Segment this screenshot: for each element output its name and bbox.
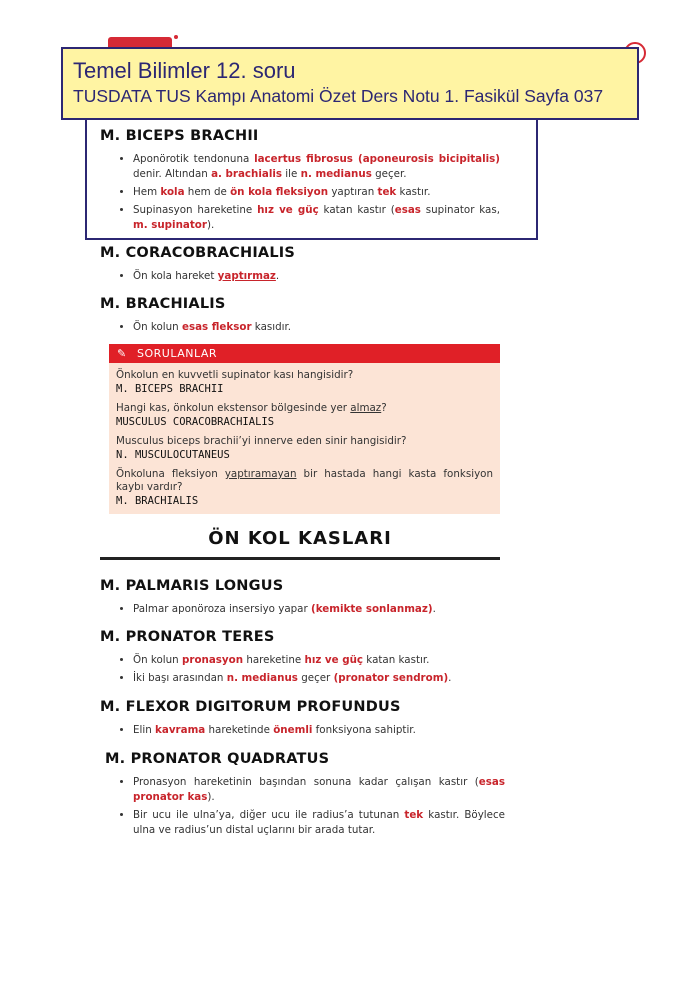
bullet-list	[100, 602, 500, 617]
sorulanlar-title: SORULANLAR	[137, 347, 218, 360]
bullet-item	[133, 671, 500, 686]
text: kastır. Böylece ulna ve radius’un distal uçlarını bir arada tutar.	[133, 809, 505, 836]
text: geçer	[297, 672, 334, 684]
section-title: M. PRONATOR QUADRATUS	[105, 751, 330, 767]
bullet-item	[133, 269, 500, 284]
highlight: esas fleksor	[182, 321, 252, 333]
section-title: M. BRACHIALIS	[100, 296, 226, 312]
bullet-list	[100, 269, 500, 284]
text: katan kastır (	[318, 204, 395, 216]
text: ).	[206, 219, 215, 231]
text: İki başı arasından	[133, 672, 227, 684]
text: hareketinde	[205, 724, 274, 736]
question-text: Önkoluna fleksiyon yaptıramayan bir hastada hangi kasta fonksiyon kaybı vardır?	[116, 468, 493, 493]
section-pronator-teres	[100, 629, 500, 689]
text: kasıdır.	[251, 321, 292, 333]
question-text: Hangi kas, önkolun ekstensor bölgesinde yer almaz?	[116, 402, 387, 414]
text: Ön kolun	[133, 321, 182, 333]
section-flexor-digitorum-profundus	[100, 699, 500, 741]
highlight: hız ve güç	[257, 204, 319, 216]
bullet-item	[133, 320, 500, 335]
text: ).	[207, 791, 215, 803]
bullet-list	[105, 775, 505, 838]
section-title: M. CORACOBRACHIALIS	[100, 245, 296, 261]
highlight: n. medianus	[226, 672, 298, 684]
bullet-item	[133, 602, 500, 617]
bullet-item	[133, 723, 500, 738]
bullet-item	[133, 653, 500, 668]
highlight: a. brachialis	[211, 168, 283, 180]
text: supinator kas,	[420, 204, 501, 216]
text: Palmar aponöroza insersiyo yapar	[133, 603, 311, 615]
text: hem de	[184, 186, 231, 198]
text: Ön kola hareket	[133, 270, 218, 282]
text: Pronasyon hareketinin başından sonuna kadar çalışan kastır (	[133, 776, 479, 788]
highlight: esas	[394, 204, 421, 216]
highlight: tek	[377, 186, 397, 198]
text: Ön kolun	[133, 654, 182, 666]
text: Elin	[133, 724, 156, 736]
highlight: ön kola fleksiyon	[230, 186, 329, 198]
text: kastır.	[396, 186, 431, 198]
bullet-list	[100, 653, 500, 686]
answer-text: N. MUSCULOCUTANEUS	[116, 449, 230, 461]
text: .	[432, 603, 436, 615]
sorulanlar-box	[109, 344, 500, 514]
text: yaptıran	[328, 186, 378, 198]
highlight: n. medianus	[300, 168, 372, 180]
section-pronator-quadratus	[105, 751, 505, 841]
text: Aponörotik tendonuna	[133, 153, 255, 165]
bullet-list	[100, 320, 500, 335]
answer-text: M. BRACHIALIS	[116, 495, 199, 507]
text: ile	[282, 168, 301, 180]
sorulanlar-header	[109, 344, 500, 363]
text: .	[275, 270, 280, 282]
highlight: yaptırmaz	[217, 270, 276, 282]
highlight: pronasyon	[182, 654, 244, 666]
answer-text: M. BICEPS BRACHII	[116, 383, 224, 395]
text: .	[448, 672, 452, 684]
chapter-divider	[100, 557, 500, 560]
bullet-item	[133, 775, 505, 805]
highlight: önemli	[273, 724, 313, 736]
chapter-title: ÖN KOL KASLARI	[208, 528, 392, 549]
answer-text: MUSCULUS CORACOBRACHIALIS	[116, 416, 275, 428]
question-text: Musculus biceps brachii’yi innerve eden sinir hangisidir?	[116, 435, 407, 447]
section-coracobrachialis	[100, 245, 500, 287]
text: Hem	[133, 186, 161, 198]
highlight: (pronator sendrom)	[333, 672, 449, 684]
text: Bir ucu ile ulna’ya, diğer ucu ile radius’a tutunan	[133, 809, 405, 821]
text: katan kastır.	[363, 654, 430, 666]
pencil-icon: ✎	[117, 347, 127, 360]
section-palmaris-longus	[100, 578, 500, 620]
text: denir. Altından	[133, 168, 212, 180]
text: Supinasyon hareketine	[133, 204, 258, 216]
question-text: Önkolun en kuvvetli supinator kası hangisidir?	[116, 369, 354, 381]
question-list	[109, 363, 500, 508]
text: fonksiyona sahiptir.	[312, 724, 416, 736]
highlight: kavrama	[155, 724, 206, 736]
highlight: hız ve güç	[304, 654, 364, 666]
highlight: kola	[160, 186, 185, 198]
section-title: M. FLEXOR DIGITORUM PROFUNDUS	[100, 699, 401, 715]
highlight: (kemikte sonlanmaz)	[311, 603, 433, 615]
bullet-list	[100, 723, 500, 738]
section-title: M. PALMARIS LONGUS	[100, 578, 284, 594]
banner-title: Temel Bilimler 12. soru	[73, 58, 296, 83]
highlight-frame	[85, 120, 538, 240]
highlight: lacertus fibrosus (aponeurosis bicipitalis)	[254, 153, 500, 165]
section-title: M. BICEPS BRACHII	[100, 128, 259, 144]
banner-subtitle: TUSDATA TUS Kampı Anatomi Özet Ders Notu 1. Fasikül Sayfa 037	[73, 86, 604, 106]
text: geçer.	[371, 168, 407, 180]
section-title: M. PRONATOR TERES	[100, 629, 275, 645]
highlight: esas pronator kas	[133, 776, 505, 803]
section-brachialis	[100, 296, 500, 338]
question-banner	[61, 47, 639, 120]
highlight: tek	[404, 809, 424, 821]
highlight: m. supinator	[133, 219, 207, 231]
text: hareketine	[243, 654, 305, 666]
bullet-item	[133, 808, 505, 838]
